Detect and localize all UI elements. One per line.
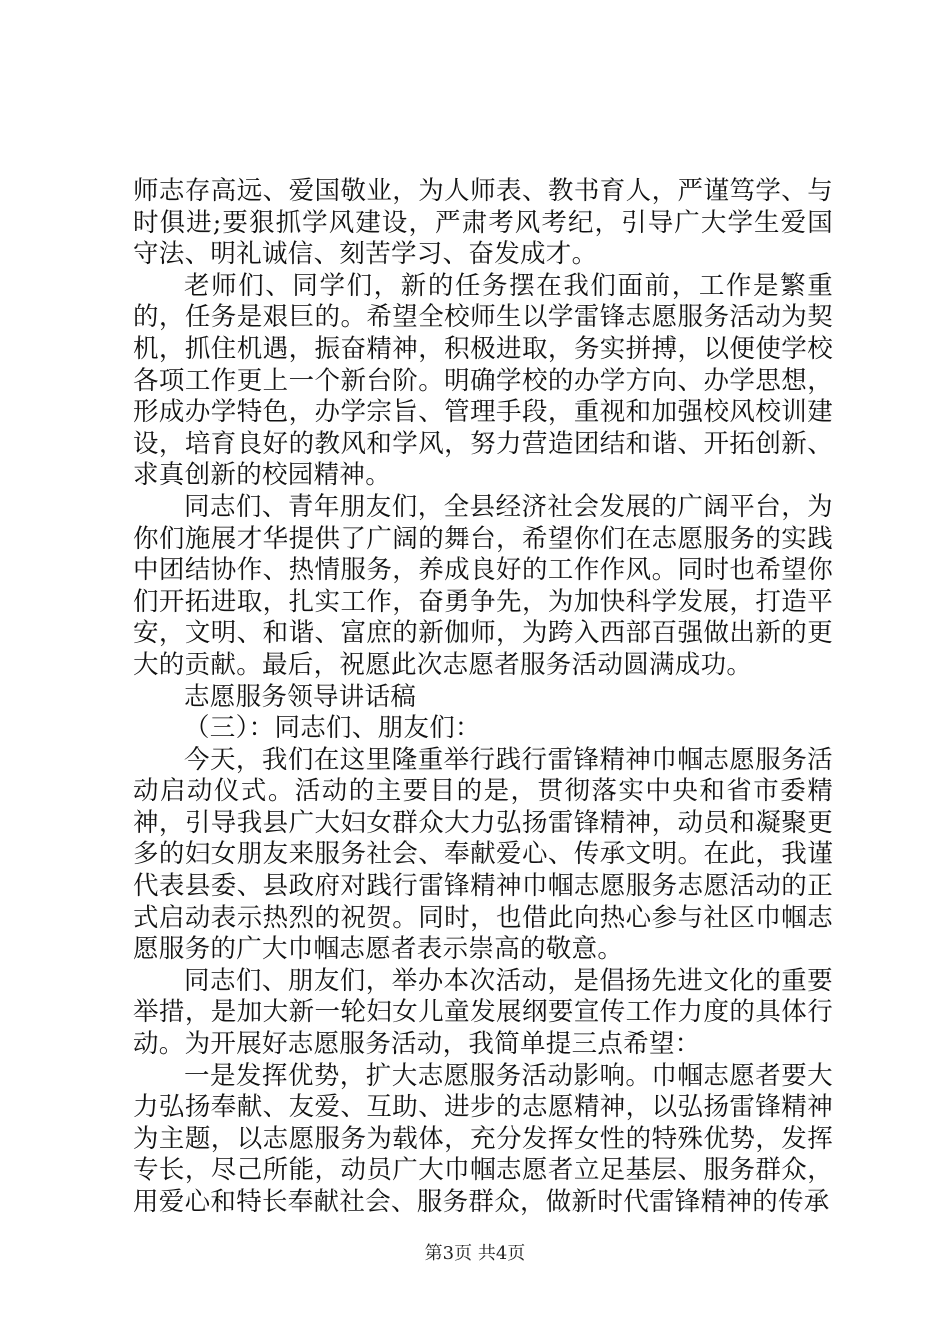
document-body [133,176,833,1219]
section-heading: 志愿服务领导讲话稿 [184,681,417,712]
salutation: （三）：同志们、朋友们： [184,713,481,744]
paragraph: 一是发挥优势，扩大志愿服务活动影响。巾帼志愿者要大力弘扬奉献、友爱、互助、进步的志愿精神，以弘扬雷锋精神为主题，以志愿服务为载体，充分发挥女性的特殊优势，发挥专长，尽己所能，动员广大巾帼志愿者立足基层、服务群众，用爱心和特长奉献社会、服务群众，做新时代雷锋精神的传承 [133,1060,833,1217]
paragraph: 同志们、朋友们，举办本次活动，是倡扬先进文化的重要举措，是加大新一轮妇女儿童发展纲要宣传工作力度的具体行动。为开展好志愿服务活动，我简单提三点希望： [133,965,833,1060]
paragraph: 师志存高远、爱国敬业，为人师表、教书育人，严谨笃学、与时俱进;要狠抓学风建设，严肃考风考纪，引导广大学生爱国守法、明礼诚信、刻苦学习、奋发成才。 [133,176,833,270]
paragraph: 老师们、同学们，新的任务摆在我们面前，工作是繁重的，任务是艰巨的。希望全校师生以学雷锋志愿服务活动为契机，抓住机遇，振奋精神，积极进取，务实拼搏，以便使学校各项工作更上一个新台阶。明确学校的办学方向、办学思想，形成办学特色，办学宗旨、管理手段，重视和加强校风校训建设，培育良好的教风和学风，努力营造团结和谐、开拓创新、求真创新的校园精神。 [133,270,833,491]
page-footer: 第3页 共4页 [424,1243,526,1264]
paragraph: 同志们、青年朋友们，全县经济社会发展的广阔平台，为你们施展才华提供了广阔的舞台，希望你们在志愿服务的实践中团结协作、热情服务，养成良好的工作作风。同时也希望你们开拓进取，扎实工作，奋勇争先，为加快科学发展，打造平安，文明、和谐、富庶的新伽师，为跨入西部百强做出新的更大的贡献。最后，祝愿此次志愿者服务活动圆满成功。 [133,491,833,680]
paragraph: 今天，我们在这里隆重举行践行雷锋精神巾帼志愿服务活动启动仪式。活动的主要目的是，贯彻落实中央和省市委精神，引导我县广大妇女群众大力弘扬雷锋精神，动员和凝聚更多的妇女朋友来服务社会、奉献爱心、传承文明。在此，我谨代表县委、县政府对践行雷锋精神巾帼志愿服务志愿活动的正式启动表示热烈的祝贺。同时，也借此向热心参与社区巾帼志愿服务的广大巾帼志愿者表示崇高的敬意。 [133,744,833,965]
